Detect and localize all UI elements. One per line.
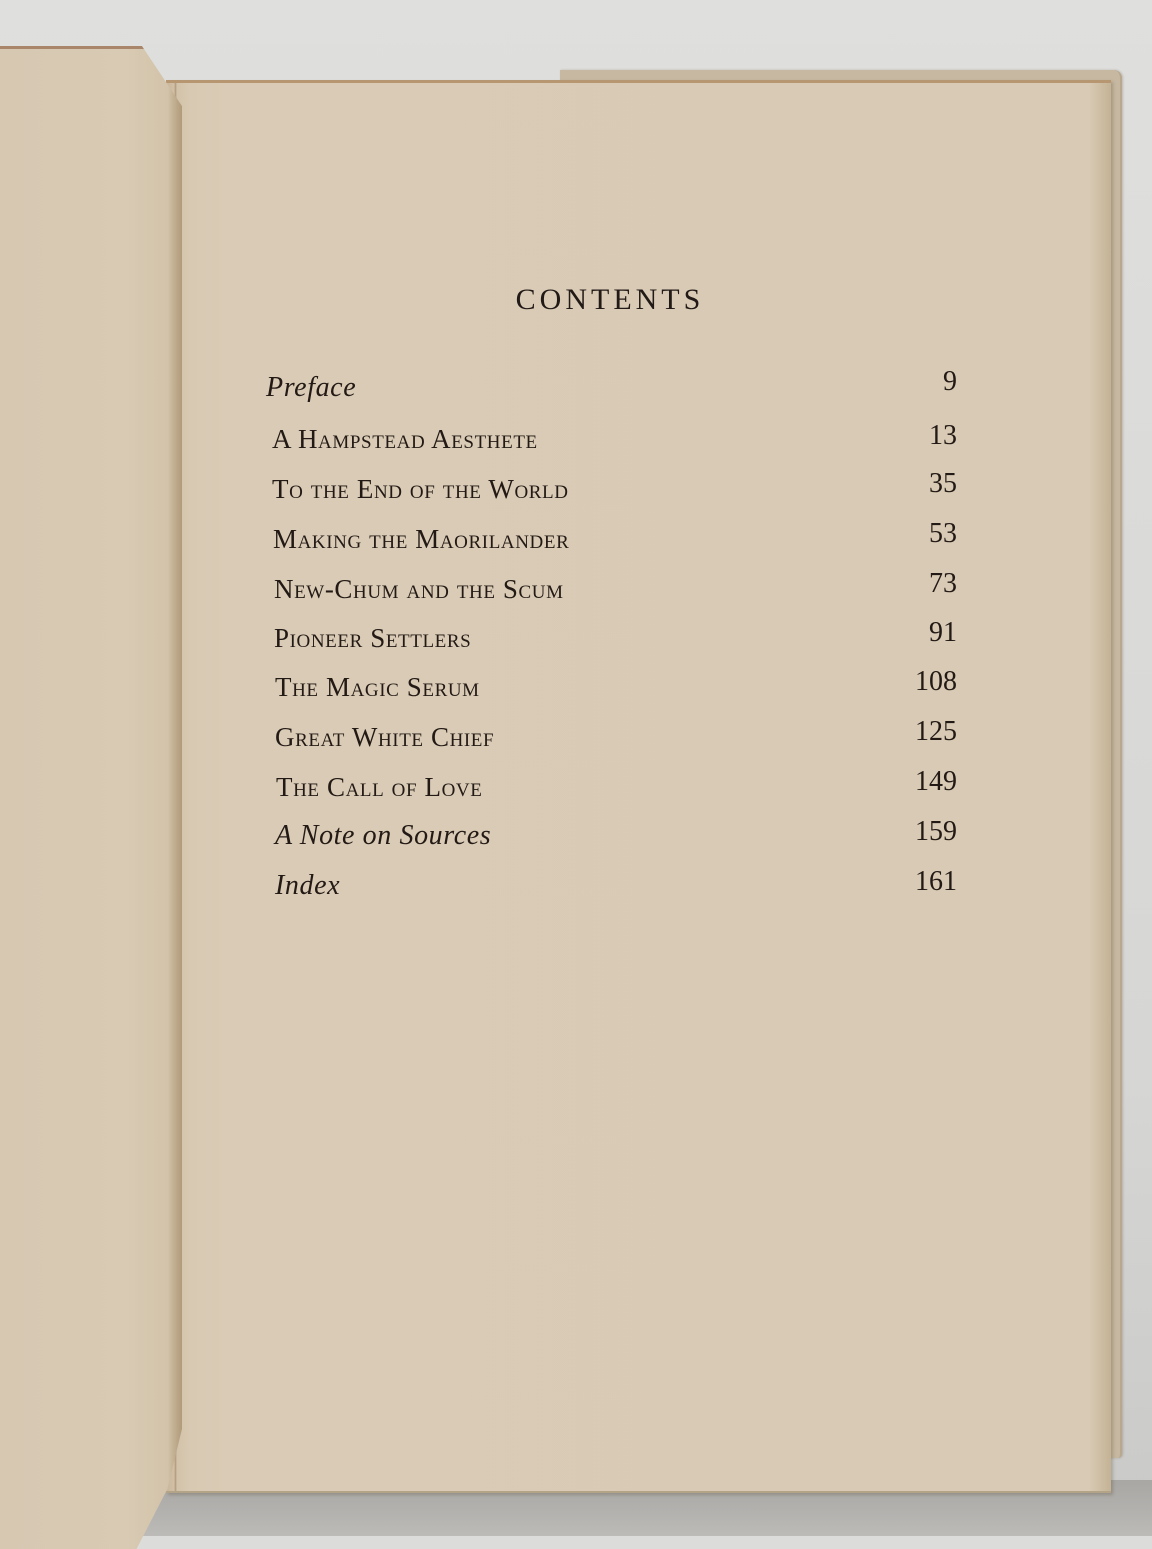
toc-entry-page: 159 [915,816,957,847]
toc-entry [0,666,1152,710]
toc-entry-page: 35 [929,468,957,499]
toc-entry-title: Making the Maorilander [273,524,570,554]
toc-entry-title: The Call of Love [276,772,483,802]
toc-entry-page: 91 [929,617,957,648]
toc-entry [0,816,1152,860]
toc-entry-page: 13 [929,420,957,451]
toc-entry-page: 161 [915,866,957,897]
toc-entry [0,468,1152,512]
toc-entry [0,422,1152,462]
toc-entry [0,866,1152,910]
toc-entry-page: 9 [943,366,957,397]
toc-entry-title: Preface [266,372,357,403]
toc-entry-title: New-Chum and the Scum [274,574,564,604]
toc-entry [0,766,1152,810]
toc-entry-page: 73 [929,568,957,599]
toc-entry [0,518,1152,562]
toc-entry-title: To the End of the World [272,474,569,504]
toc-entry-page: 108 [915,666,957,697]
toc-entry [0,617,1152,661]
toc-entry-title: Great White Chief [275,722,495,752]
toc-entry-title: A Note on Sources [275,820,492,851]
toc-entry-page: 125 [915,716,957,747]
toc-entry [0,716,1152,760]
toc-entry-title: Index [275,870,341,901]
toc-entry-title: A Hampstead Aesthete [272,424,538,454]
toc-entry [0,366,1152,410]
toc-entry-title: Pioneer Settlers [274,623,472,653]
toc-entry-page: 53 [929,518,957,549]
toc-entry-title: The Magic Serum [275,672,480,702]
contents-heading: CONTENTS [515,283,705,316]
toc-entry-page: 149 [915,766,957,797]
toc-entry [0,568,1152,612]
